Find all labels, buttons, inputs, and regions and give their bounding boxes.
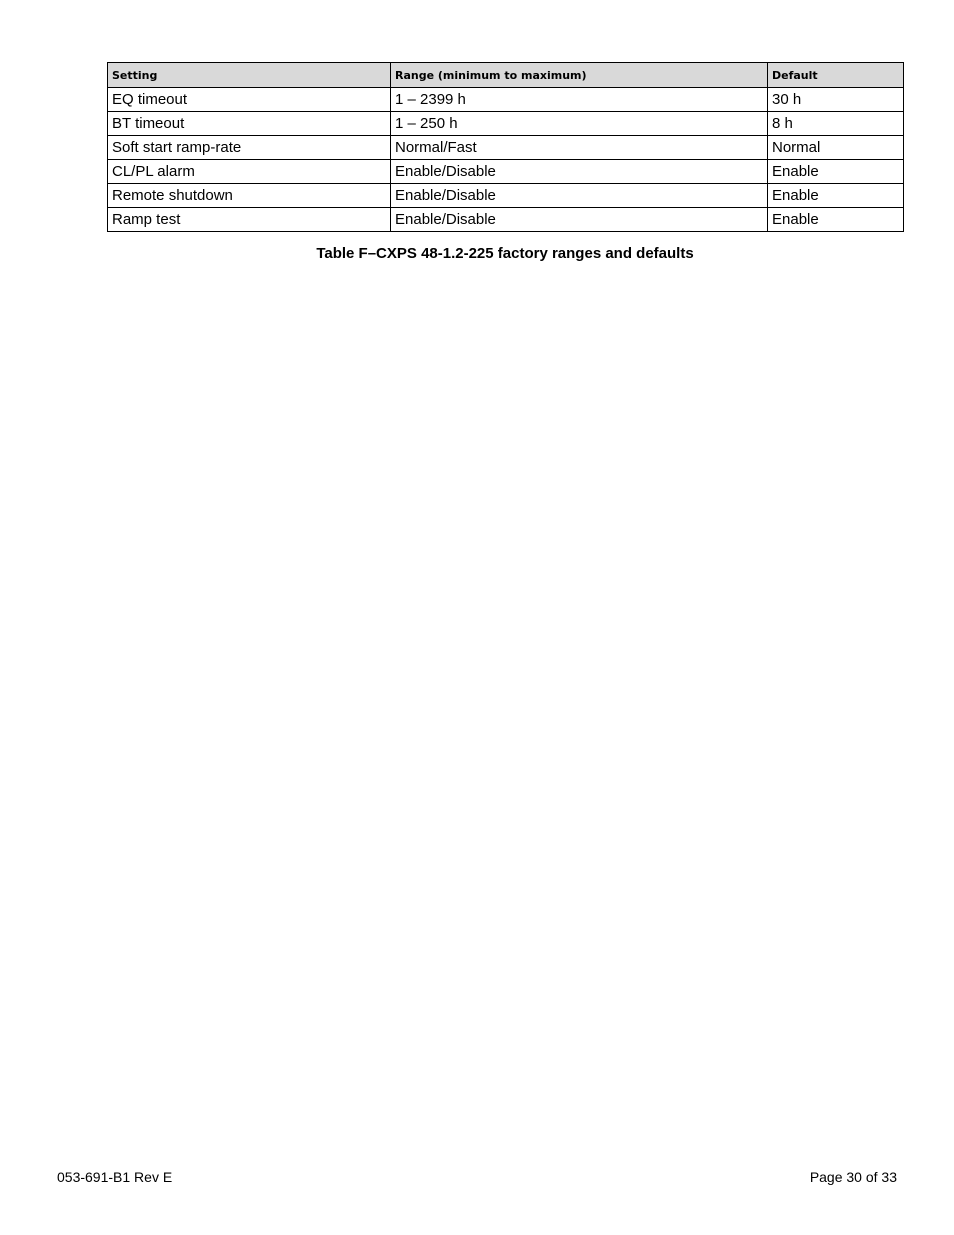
header-default: Default [768, 63, 904, 88]
header-setting: Setting [108, 63, 391, 88]
table-header [108, 63, 904, 88]
table-row [108, 184, 904, 208]
cell-default: 30 h [768, 88, 904, 112]
cell-setting: CL/PL alarm [108, 160, 391, 184]
cell-default: Enable [768, 184, 904, 208]
cell-setting: Ramp test [108, 208, 391, 232]
cell-range: Enable/Disable [391, 184, 768, 208]
cell-setting: BT timeout [108, 112, 391, 136]
cell-range: 1 – 2399 h [391, 88, 768, 112]
table-row [108, 160, 904, 184]
cell-setting: EQ timeout [108, 88, 391, 112]
cell-range: Enable/Disable [391, 208, 768, 232]
table-row [108, 112, 904, 136]
table-body [108, 88, 904, 232]
table-row [108, 136, 904, 160]
header-row [108, 63, 904, 88]
cell-setting: Remote shutdown [108, 184, 391, 208]
table-caption: Table F–CXPS 48-1.2-225 factory ranges and defaults [316, 245, 694, 262]
cell-range: Normal/Fast [391, 136, 768, 160]
table-row [108, 88, 904, 112]
footer-page-number: Page 30 of 33 [809, 1169, 897, 1185]
footer-doc-number: 053-691-B1 Rev E [57, 1169, 173, 1185]
header-range: Range (minimum to maximum) [391, 63, 768, 88]
cell-default: Normal [768, 136, 904, 160]
cell-default: Enable [768, 160, 904, 184]
settings-table [107, 62, 904, 232]
cell-default: 8 h [768, 112, 904, 136]
table-row [108, 208, 904, 232]
cell-setting: Soft start ramp-rate [108, 136, 391, 160]
cell-default: Enable [768, 208, 904, 232]
cell-range: 1 – 250 h [391, 112, 768, 136]
cell-range: Enable/Disable [391, 160, 768, 184]
